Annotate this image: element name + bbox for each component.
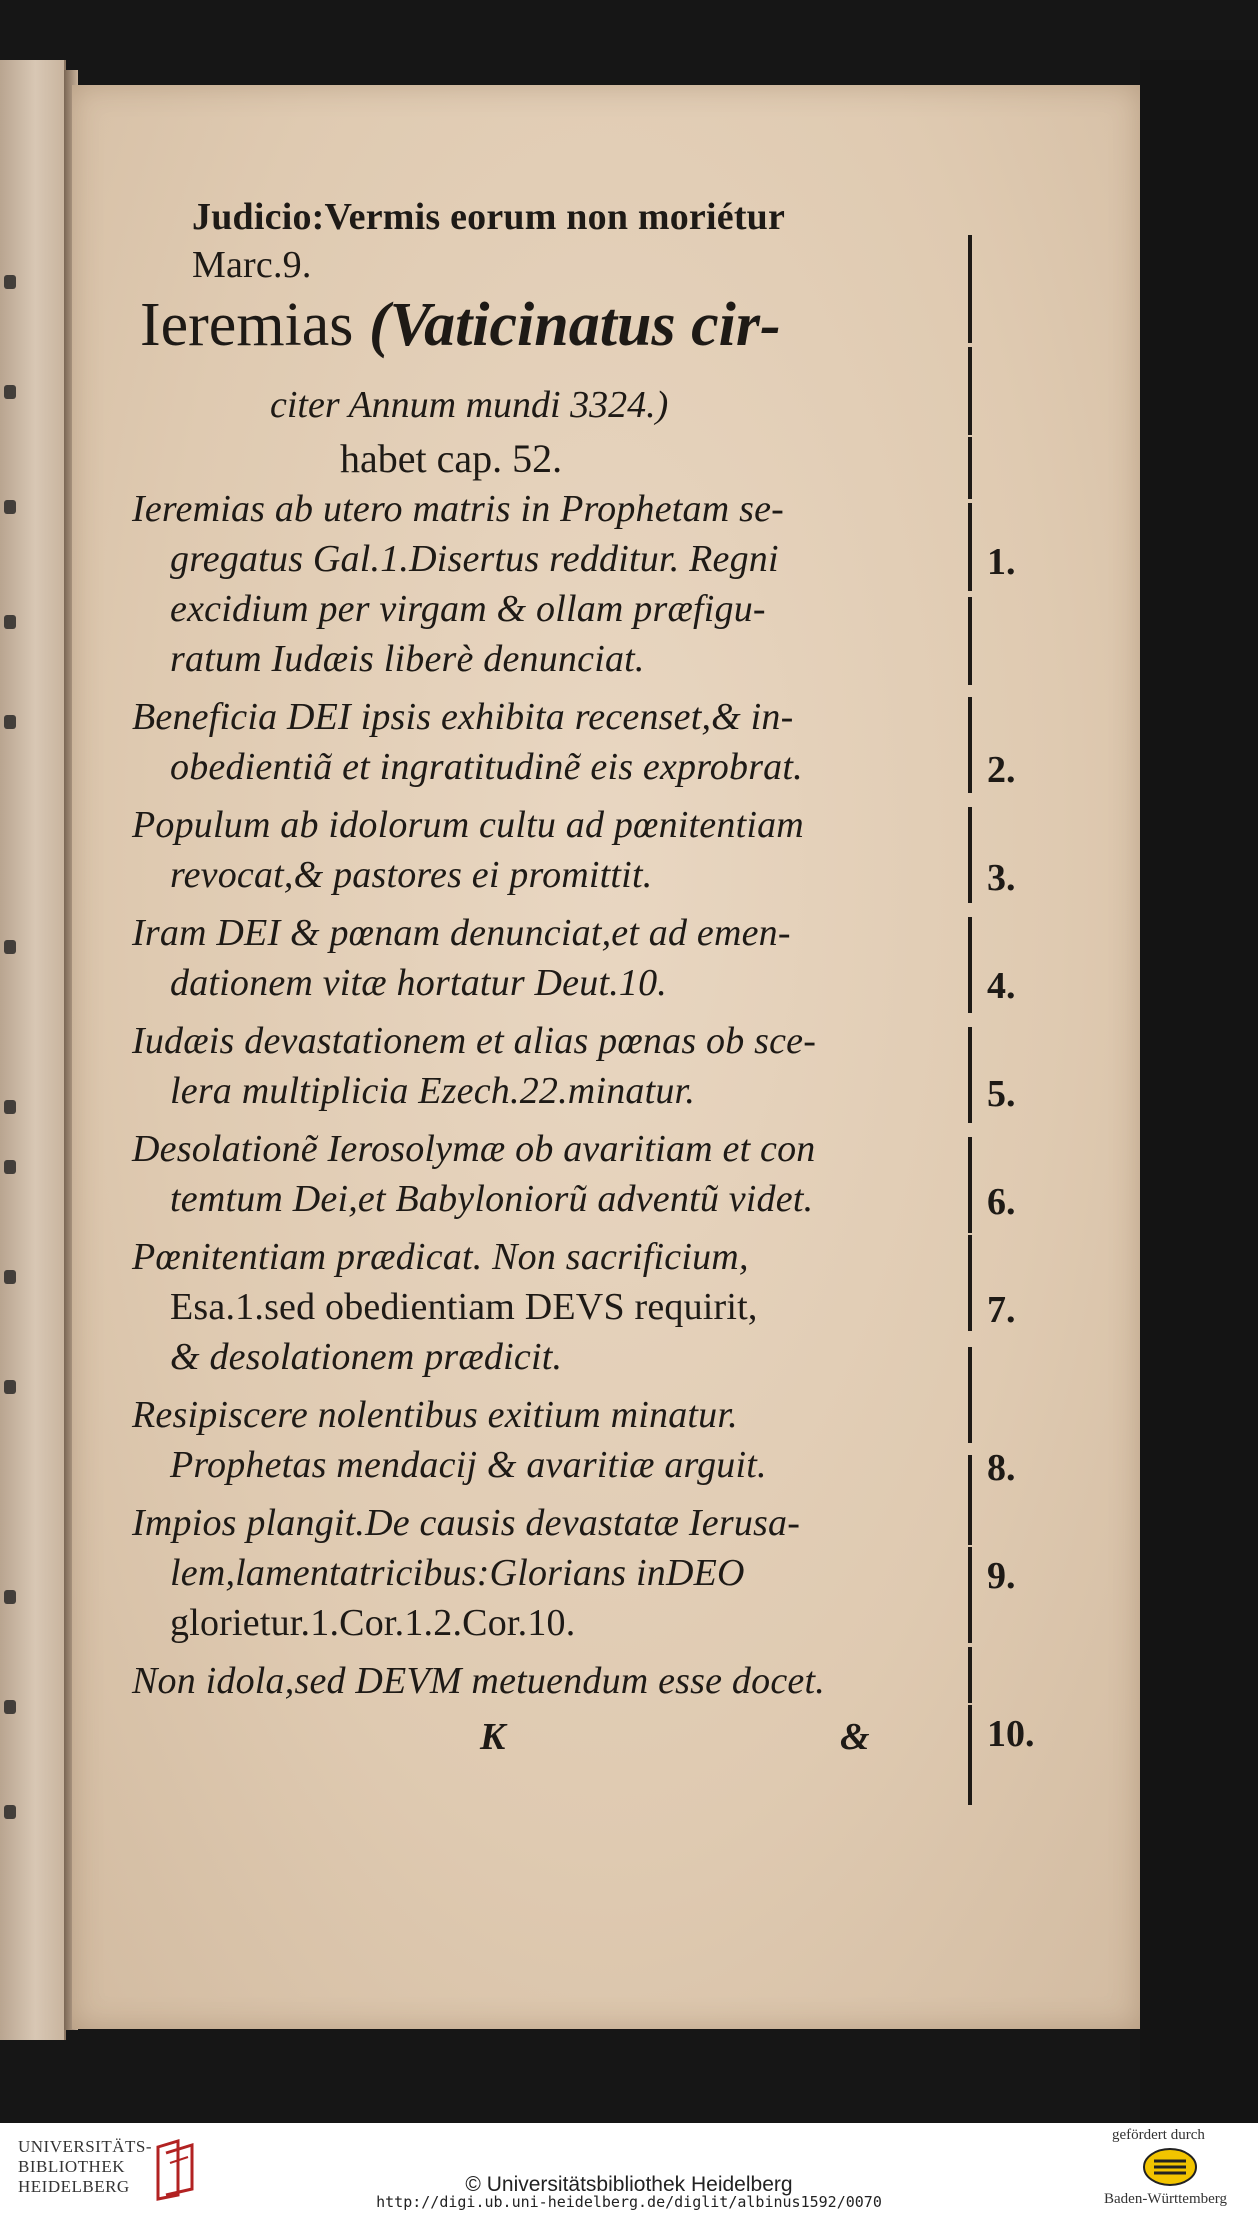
library-name-line: HEIDELBERG (18, 2177, 130, 2196)
heading-subline: citer Annum mundi 3324.) (270, 384, 669, 426)
chapter-number: 6. (987, 1181, 1016, 1223)
margin-rule (968, 697, 972, 793)
sponsor-name: Baden-Württemberg (1104, 2191, 1228, 2207)
text-line: Iram DEI & pœnam denunciat,et ad emen- (132, 912, 791, 954)
margin-rule (968, 235, 972, 343)
chapter-number: 3. (987, 857, 1016, 899)
text-line: temtum Dei,et Babyloniorũ adventũ videt. (170, 1178, 814, 1220)
heading-rest: (Vaticinatus cir- (368, 291, 781, 359)
text-line: revocat,& pastores ei promittit. (170, 854, 653, 896)
chapter-count: habet cap. 52. (340, 436, 563, 481)
source-url[interactable]: http://digi.ub.uni-heidelberg.de/diglit/albinus1592/0070 (376, 2193, 882, 2211)
section-heading (140, 290, 781, 361)
chapter-number: 8. (987, 1447, 1016, 1489)
ink-mark (4, 1160, 16, 1174)
footer-bar (0, 2123, 1258, 2213)
margin-rule (968, 597, 972, 685)
text-line: ratum Iudæis liberè denunciat. (170, 638, 645, 680)
margin-rule (968, 917, 972, 1013)
text-line: Esa.1.sed obedientiam DEVS requirit, (170, 1286, 758, 1328)
ink-mark (4, 385, 16, 399)
left-page-edge (0, 60, 66, 2040)
margin-rule (968, 1027, 972, 1123)
copyright-text: © Universitätsbibliothek Heidelberg (465, 2173, 793, 2196)
heading-name: Ieremias (140, 291, 354, 359)
sponsor-label: gefördert durch (1112, 2127, 1205, 2143)
chapter-number: 10. (987, 1713, 1035, 1755)
margin-rule (968, 1705, 972, 1805)
text-line: Iudæis devastationem et alias pœnas ob sce- (132, 1020, 817, 1062)
ink-mark (4, 1380, 16, 1394)
chapter-number: 5. (987, 1073, 1016, 1115)
margin-rule (968, 807, 972, 903)
margin-rule (968, 1547, 972, 1643)
ink-mark (4, 1590, 16, 1604)
chapter-number: 2. (987, 749, 1016, 791)
catchword-signature: K (480, 1716, 506, 1758)
state-coat-of-arms-icon (1142, 2147, 1198, 2187)
margin-rule (968, 347, 972, 435)
ink-mark (4, 275, 16, 289)
text-line: Populum ab idolorum cultu ad pœnitentiam (132, 804, 804, 846)
text-line: excidium per virgam & ollam præfigu- (170, 588, 766, 630)
text-line: glorietur.1.Cor.1.2.Cor.10. (170, 1602, 576, 1644)
catchword: & (840, 1716, 870, 1758)
margin-rule (968, 1235, 972, 1331)
ink-mark (4, 500, 16, 514)
ink-mark (4, 615, 16, 629)
text-line: Impios plangit.De causis devastatæ Ierusa- (132, 1502, 801, 1544)
text-line: Ieremias ab utero matris in Prophetam se- (132, 488, 785, 530)
margin-rule (968, 1647, 972, 1703)
margin-rule (968, 1347, 972, 1443)
library-name-line: BIBLIOTHEK (18, 2157, 125, 2176)
text-line: Pœnitentiam prædicat. Non sacrificium, (132, 1236, 749, 1278)
library-name-line: UNIVERSITÄTS- (18, 2137, 152, 2156)
text-line: obedientiã et ingratitudinẽ eis exprobrat. (170, 746, 803, 788)
text-line: Marc.9. (192, 244, 312, 286)
book-page (72, 85, 1140, 2029)
text-line: Desolationẽ Ierosolymæ ob avaritiam et con (132, 1128, 816, 1170)
margin-rule (968, 1455, 972, 1545)
chapter-number: 4. (987, 965, 1016, 1007)
ink-mark (4, 715, 16, 729)
text-line: Beneficia DEI ipsis exhibita recenset,& in- (132, 696, 794, 738)
ink-mark (4, 1270, 16, 1284)
chapter-number: 7. (987, 1289, 1016, 1331)
text-line: Resipiscere nolentibus exitium minatur. (132, 1394, 738, 1436)
page-right-shadow (1140, 60, 1258, 2123)
chapter-number: 9. (987, 1555, 1016, 1597)
text-line: lera multiplicia Ezech.22.minatur. (170, 1070, 696, 1112)
margin-rule (968, 1137, 972, 1233)
ink-mark (4, 940, 16, 954)
margin-rule (968, 437, 972, 499)
margin-rule (968, 503, 972, 591)
ink-mark (4, 1700, 16, 1714)
text-line: Prophetas mendacij & avaritiæ arguit. (170, 1444, 767, 1486)
text-line: dationem vitæ hortatur Deut.10. (170, 962, 668, 1004)
text-line: & desolationem prædicit. (170, 1336, 563, 1378)
text-line: Non idola,sed DEVM metuendum esse docet. (132, 1660, 825, 1702)
text-line: lem,lamentatricibus:Glorians inDEO (170, 1552, 745, 1594)
text-line: Judicio:Vermis eorum non moriétur (192, 196, 786, 238)
chapter-number: 1. (987, 541, 1016, 583)
text-line: gregatus Gal.1.Disertus redditur. Regni (170, 538, 779, 580)
ink-mark (4, 1805, 16, 1819)
ink-mark (4, 1100, 16, 1114)
